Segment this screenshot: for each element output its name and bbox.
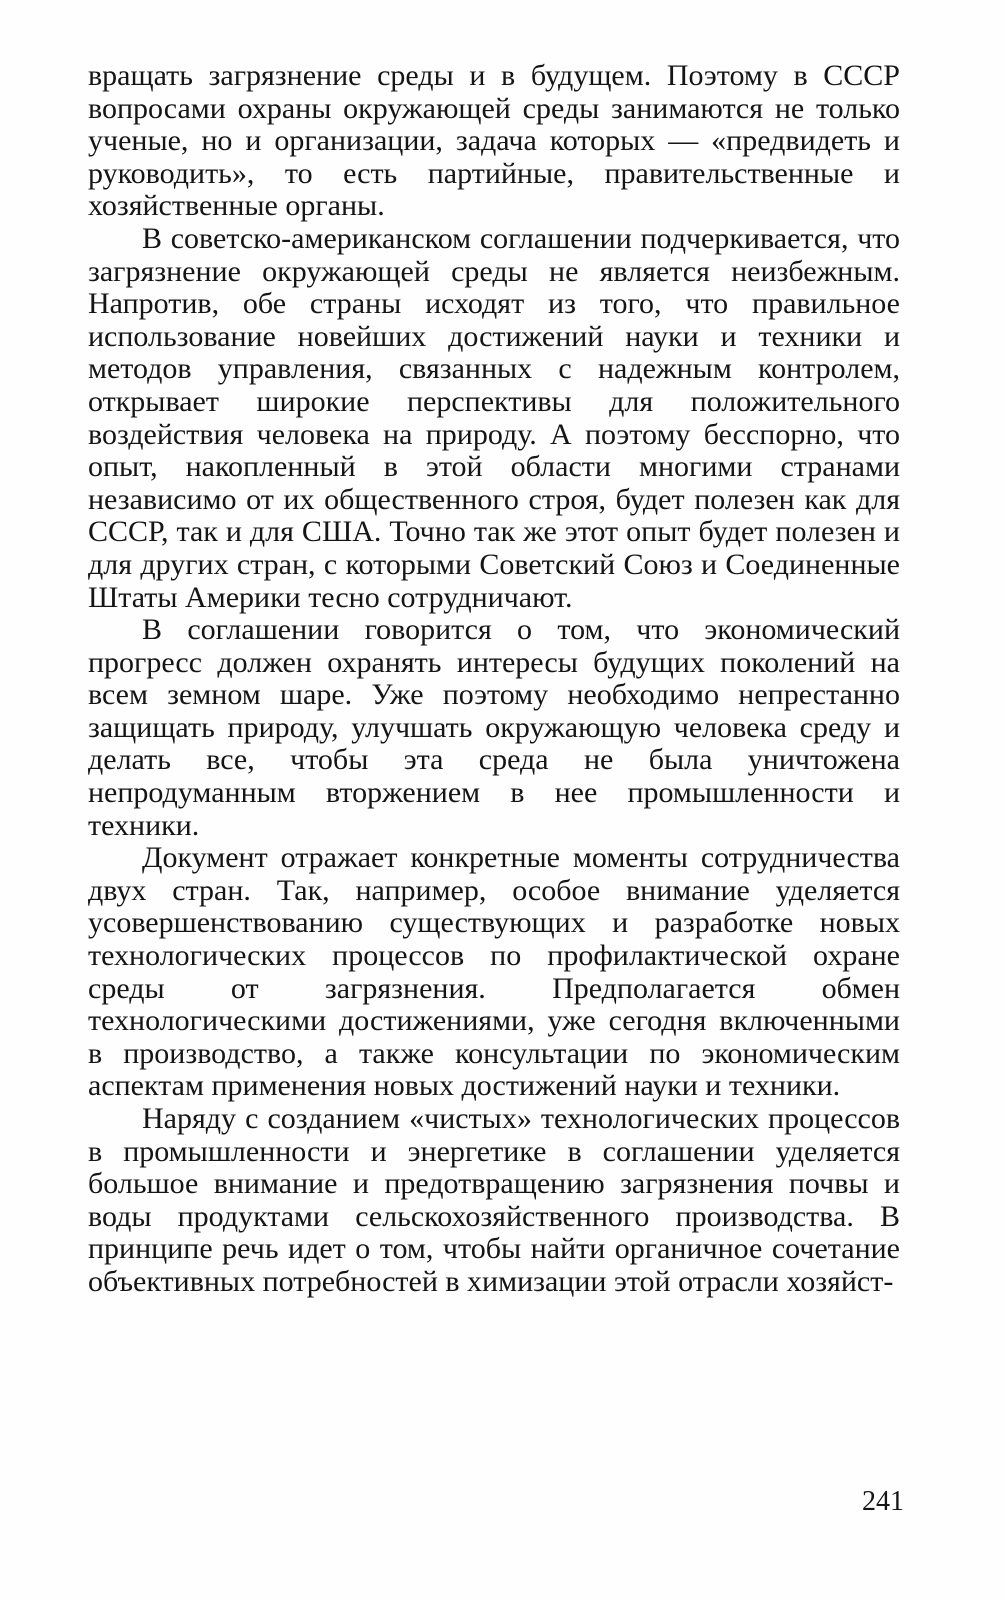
paragraph-4: Документ отражает конкретные моменты сотрудничества двух стран. Так, например, особое внимание уделяется усовершенствованию существующих и разработке новых технологических процессов по профилактической охране среды от загрязнения. Предполагается обмен технологическими достижениями, уже сегодня включенными в производство, а также консультации по экономическим аспектам применения новых достижений науки и техники. <box>88 841 900 1103</box>
paragraph-3: В соглашении говорится о том, что экономический прогресс должен охранять интересы будущих поколений на всем земном шаре. Уже поэтому необходимо непрестанно защищать природу, улучшать окружающую человека среду и делать все, чтобы эта среда не была уничтожена непродуманным вторжением в нее промышленности и техники. <box>88 613 900 842</box>
page-number: 241 <box>862 1486 904 1517</box>
paragraph-5: Наряду с созданием «чистых» технологических процессов в промышленности и энергетике в соглашении уделяется большое внимание и предотвращению загрязнения почвы и воды продуктами сельскохозяйственного производства. В принципе речь идет о том, чтобы найти органичное сочетание объективных потребностей в химизации этой отрасли хозяйст- <box>88 1102 900 1298</box>
body-text <box>88 60 900 1299</box>
paragraph-1: вращать загрязнение среды и в будущем. Поэтому в СССР вопросами охраны окружающей среды занимаются не только ученые, но и организации, задача которых — «предвидеть и руководить», то есть партийные, правительственные и хозяйственные органы. <box>88 59 900 223</box>
paragraph-2: В советско-американском соглашении подчеркивается, что загрязнение окружающей среды не является неизбежным. Напротив, обе страны исходят из того, что правильное использование новейших достижений науки и техники и методов управления, связанных с надежным контролем, открывает широкие перспективы для положительного воздействия человека на природу. А поэтому бесспорно, что опыт, накопленный в этой области многими странами независимо от их общественного строя, будет полезен как для СССР, так и для США. Точно так же этот опыт будет полезен и для других стран, с которыми Советский Союз и Соединенные Штаты Америки тесно сотрудничают. <box>88 221 900 614</box>
